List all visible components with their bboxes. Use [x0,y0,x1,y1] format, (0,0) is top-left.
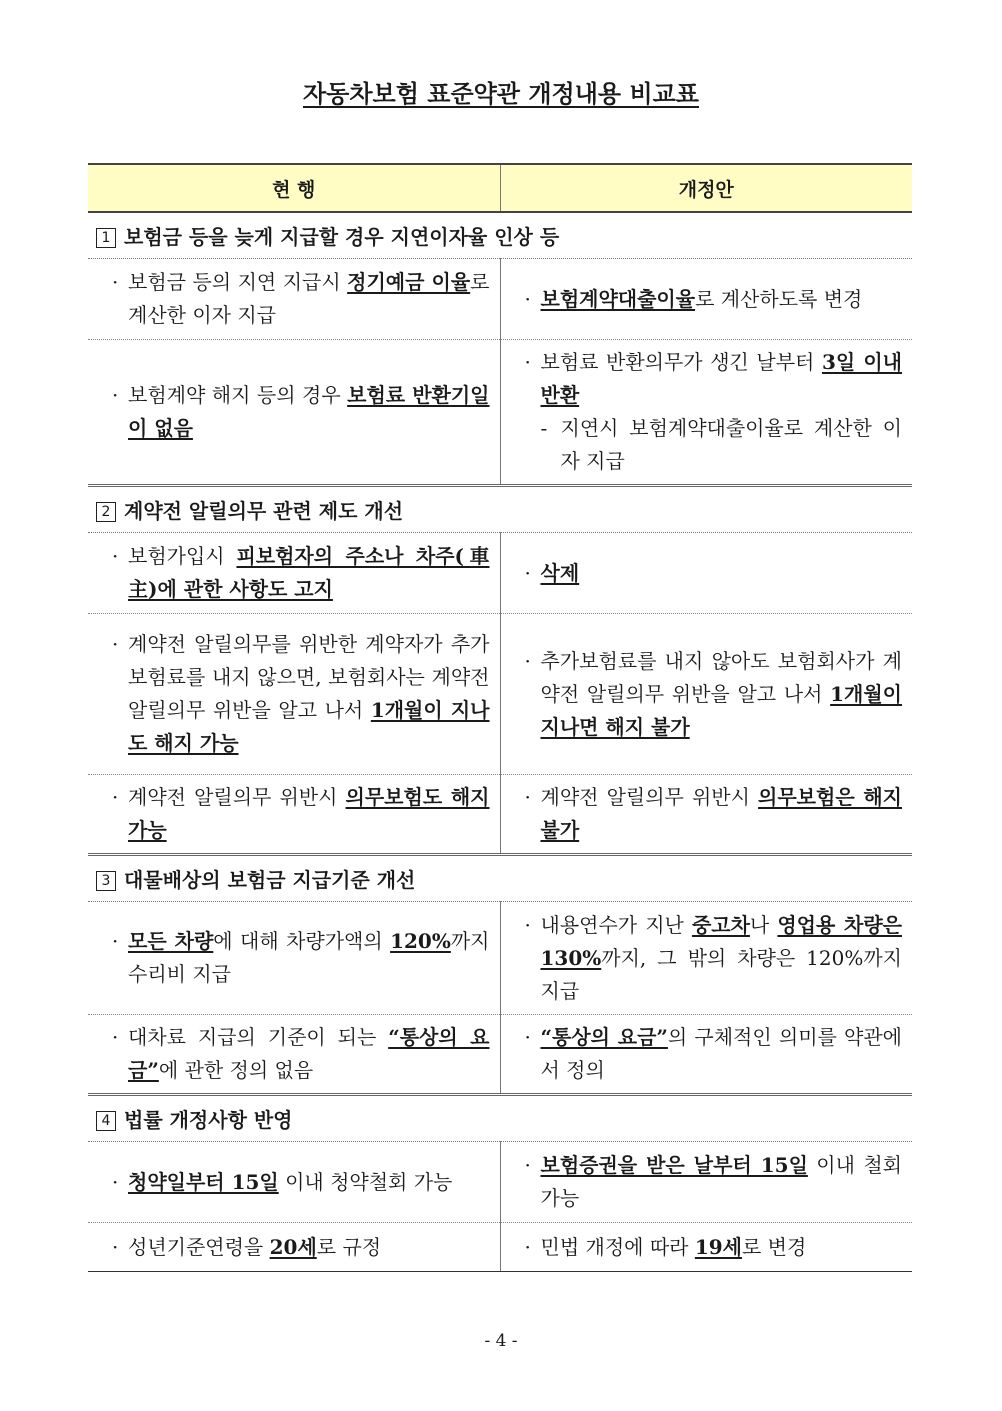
bullet: · [112,544,119,568]
table-row [88,902,912,1015]
page-number: - 4 - [484,1331,518,1351]
bullet: · [524,560,531,585]
revised-text: · 계약전 알릴의무 위반시 의무보험은 해지 불가 [501,775,913,853]
revised-text: · 삭제 [501,551,913,596]
section-3-header [88,855,912,902]
current-text: · 보험금 등의 지연 지급시 정기예금 이율로 계산한 이자 지급 [88,260,500,338]
revised-text: · 민법 개정에 따라 19세로 변경 [501,1225,913,1270]
current-text: · 보험계약 해지 등의 경우 보험료 반환기일이 없음 [88,373,500,451]
comparison-table [88,163,912,1272]
section-title: 법률 개정사항 반영 [124,1108,293,1132]
current-text: · 보험가입시 피보험자의 주소나 차주(車主)에 관한 사항도 고지 [88,534,500,612]
table-row [88,1142,912,1223]
bullet: · [524,1234,531,1259]
bullet: · [112,383,119,407]
bullet: · [524,1025,531,1049]
table-row [88,775,912,855]
bullet: · [524,1153,531,1177]
table-row [88,533,912,614]
current-text: · 계약전 알릴의무를 위반한 계약자가 추가보험료를 내지 않으면, 보험회사는 계약전 알릴의무 위반을 알고 나서 1개월이 지나도 해지 가능 [88,622,500,766]
bullet: · [112,632,119,656]
bullet: · [524,350,531,374]
table-header-row [88,164,912,212]
revised-text: · 보험계약대출이율로 계산하도록 변경 [501,277,913,322]
section-4-header [88,1095,912,1142]
revised-text: · 보험증권을 받은 날부터 15일 이내 철회 가능 [501,1143,913,1221]
bullet: · [112,1234,119,1259]
revised-text: · 보험료 반환의무가 생긴 날부터 3일 이내 반환 - 지연시 보험계약대출이율로 계산한 이자 지급 [501,340,913,484]
bullet: · [524,912,531,937]
bullet: · [112,1025,119,1049]
current-text: · 모든 차량에 대해 차량가액의 120%까지 수리비 지급 [88,919,500,997]
bullet: · [524,648,531,673]
revised-text: · 내용연수가 지난 중고차나 영업용 차량은 130%까지, 그 밖의 차량은 120%까지 지급 [501,903,913,1014]
table-row [88,1015,912,1095]
section-number-box: 4 [96,1111,116,1131]
section-number-box: 2 [96,502,116,522]
bullet: · [112,785,119,809]
bullet: · [112,270,119,294]
table-row [88,340,912,486]
section-number-box: 3 [96,871,116,891]
section-1-header [88,212,912,259]
bullet: · [524,286,531,311]
section-title: 계약전 알릴의무 관련 제도 개선 [124,499,404,523]
table-row [88,259,912,340]
current-text: · 대차료 지급의 기준이 되는 “통상의 요금”에 관한 정의 없음 [88,1015,500,1093]
section-title: 보험금 등을 늦게 지급할 경우 지연이자율 인상 등 [124,225,560,249]
bullet: · [112,1169,119,1194]
section-title: 대물배상의 보험금 지급기준 개선 [124,868,416,892]
header-revised: 개정안 [500,164,912,212]
section-number-box: 1 [96,228,116,248]
revised-text: · “통상의 요금”의 구체적인 의미를 약관에서 정의 [501,1015,913,1093]
header-current: 현 행 [88,164,500,212]
bullet: · [112,929,119,953]
bullet: · [524,785,531,809]
current-text: · 청약일부터 15일 이내 청약철회 가능 [88,1160,500,1205]
revised-text: · 추가보험료를 내지 않아도 보험회사가 계약전 알릴의무 위반을 알고 나서 1개월이 지나면 해지 불가 [501,639,913,750]
table-row [88,1223,912,1272]
section-2-header [88,486,912,533]
sub-note: - 지연시 보험계약대출이율로 계산한 이자 지급 [540,416,902,473]
current-text: · 성년기준연령을 20세로 규정 [88,1225,500,1270]
current-text: · 계약전 알릴의무 위반시 의무보험도 해지 가능 [88,775,500,853]
document-title: 자동차보험 표준약관 개정내용 비교표 [302,80,699,108]
table-row [88,614,912,775]
